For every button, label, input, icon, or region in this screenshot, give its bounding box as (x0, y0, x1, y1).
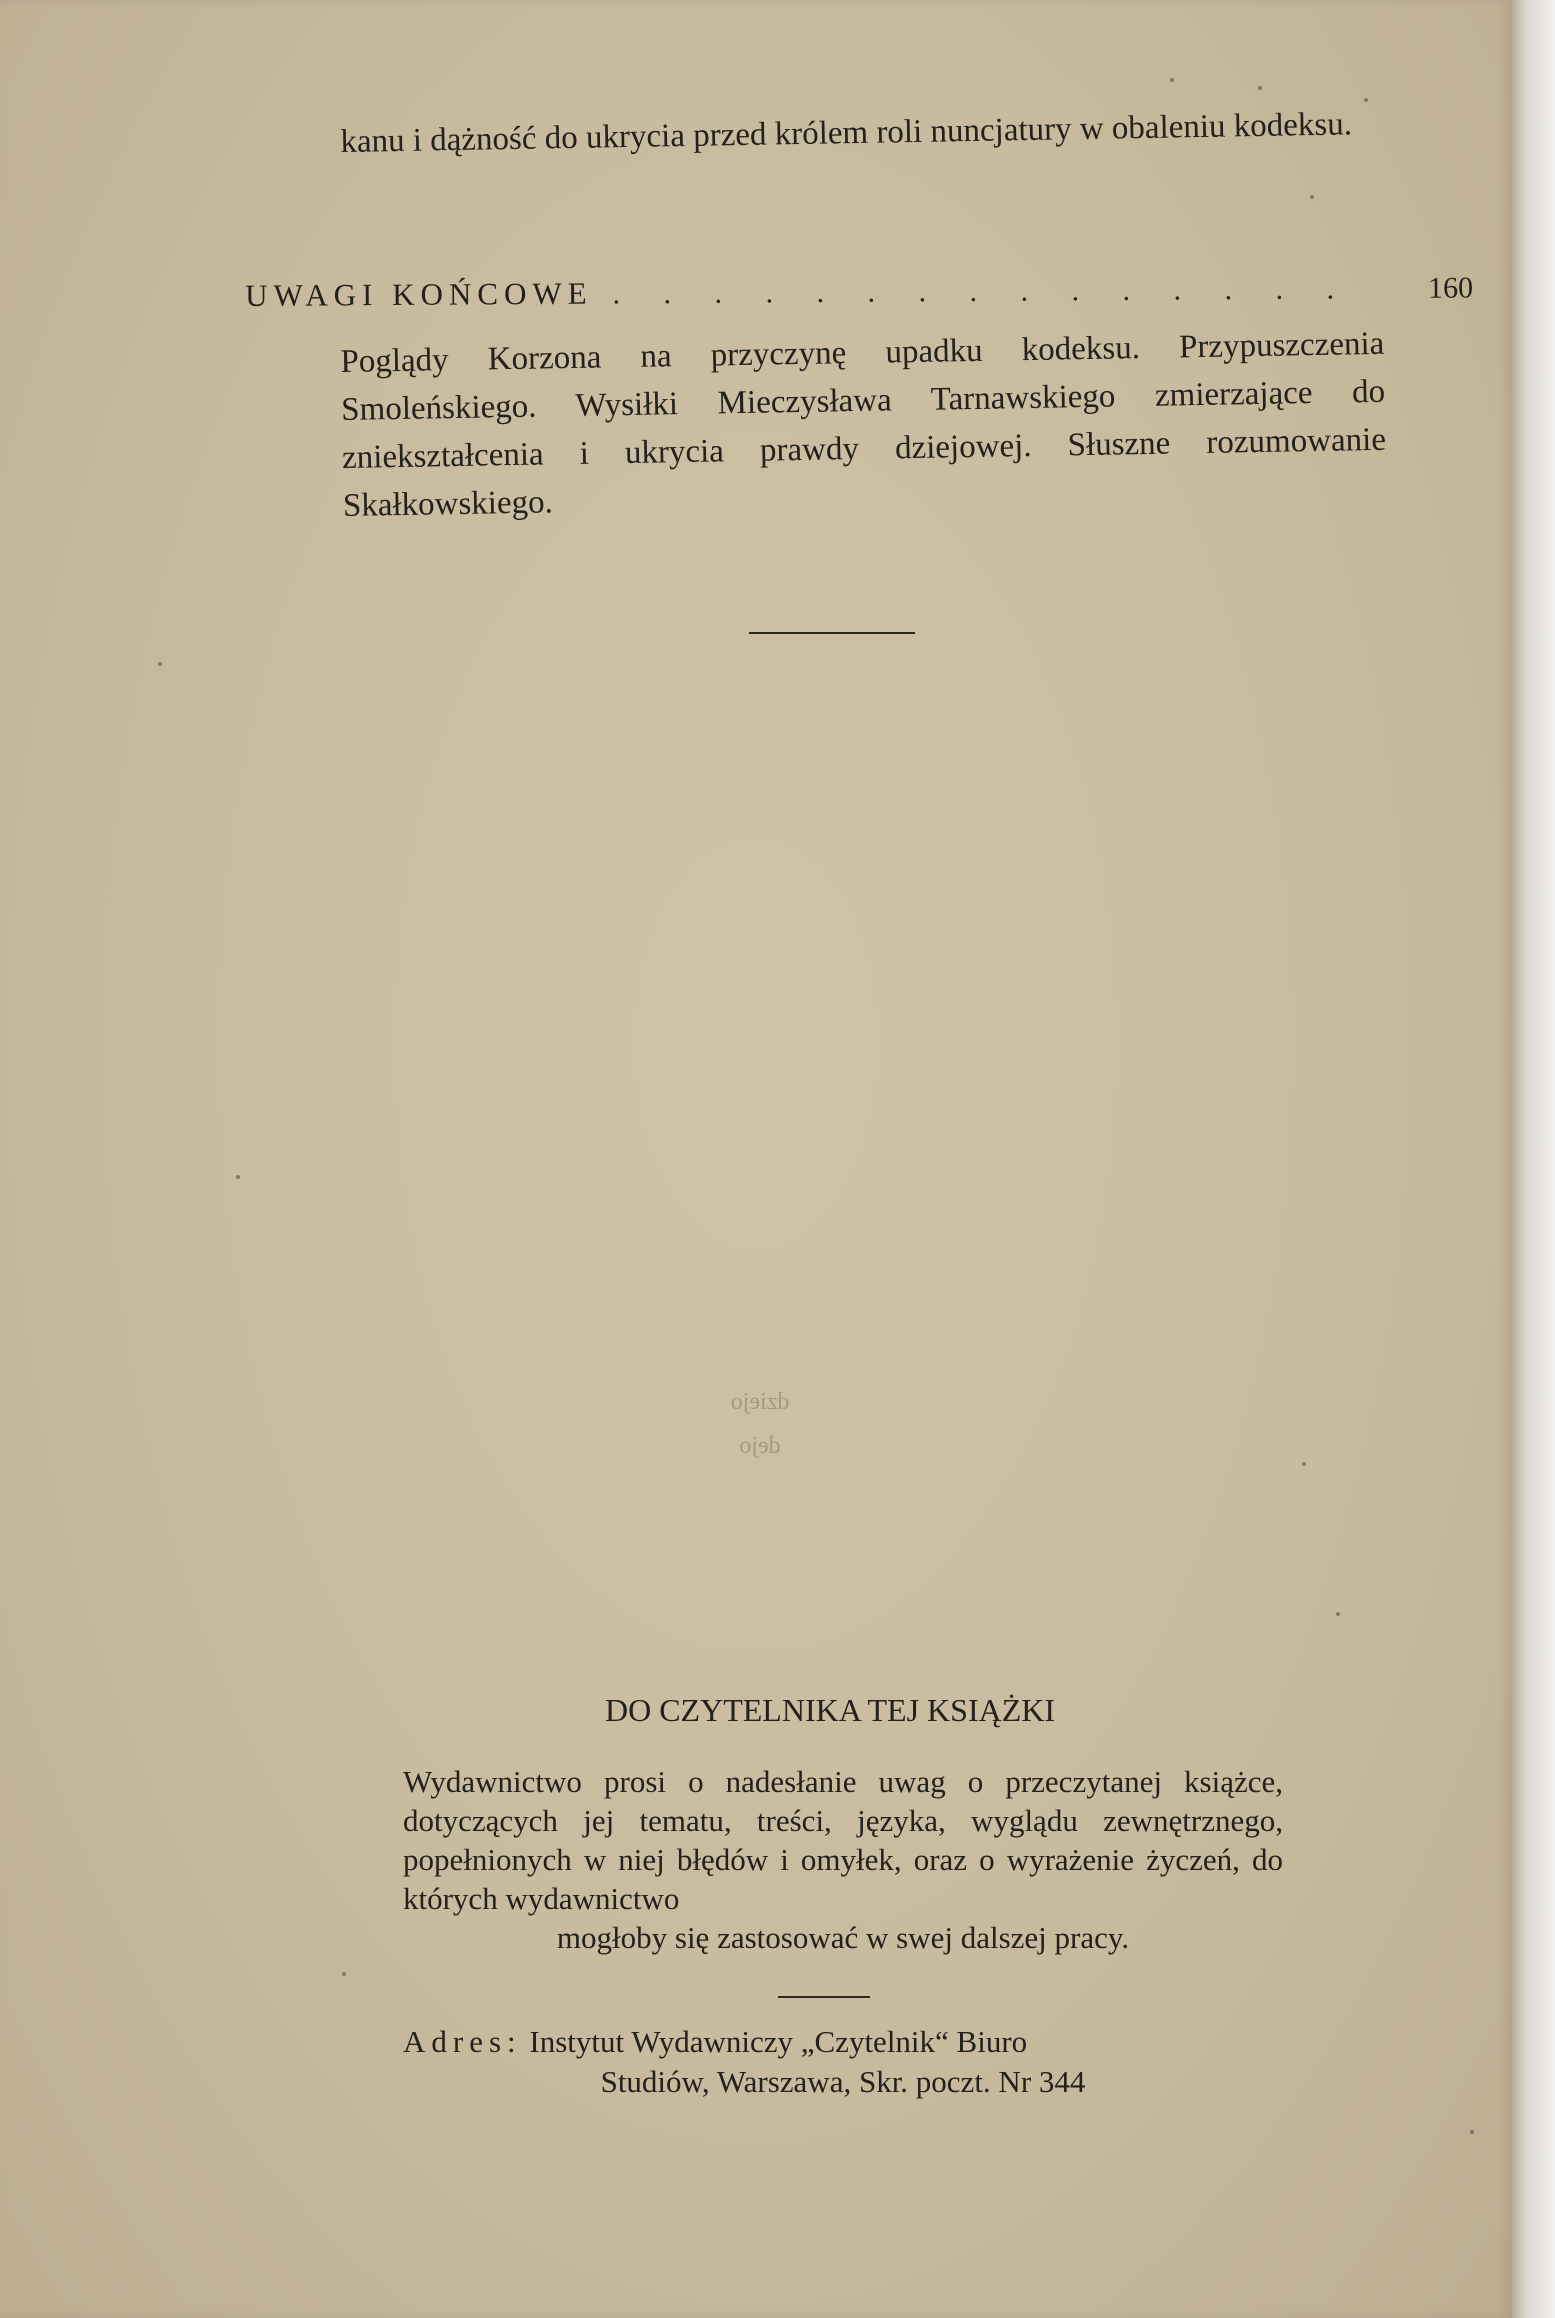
page-edge (1512, 0, 1555, 2318)
address-line-1: Instytut Wydawniczy „Czytelnik“ Biuro (529, 2024, 1028, 2059)
toc-leader-dots: . . . . . . . . . . . . . . . (612, 272, 1353, 311)
toc-heading-row (245, 269, 1473, 324)
paper-speck (1470, 2130, 1474, 2134)
paper-speck (1302, 1462, 1306, 1466)
paper-speck (342, 1972, 346, 1976)
notice-body-text: Wydawnictwo prosi o nadesłanie uwag o przeczytanej książce, dotyczących jej tematu, treści, języka, wyglądu zewnętrznego, popełnionych w niej błędów i omyłek, oraz o wyrażenie życzeń, do których wydawnictwo (403, 1764, 1283, 1916)
toc-entry-continuation: kanu i dążność do ukrycia przed królem roli nuncjatury w obaleniu kodeksu. (340, 106, 1353, 160)
paper-speck (1170, 78, 1174, 82)
notice-title: DO CZYTELNIKA TEJ KSIĄŻKI (604, 1692, 1056, 1728)
toc-heading-title: UWAGI KOŃCOWE (245, 275, 593, 313)
address-label: Adres: (403, 2024, 522, 2059)
notice-body-last-line: mogłoby się zastosować w swej dalszej pracy. (556, 1920, 1130, 1955)
show-through-text (690, 1380, 830, 1468)
publisher-address (403, 2022, 1283, 2102)
toc-entry-summary: Poglądy Korzona na przyczynę upadku kodeksu. Przypuszczenia Smoleńskiego. Wysiłki Mieczysława Tarnawskiego zmierzające do zniekształcenia i ukrycia prawdy dziejowej. Słuszne rozumowanie Skałkowskiego. (340, 325, 1387, 524)
paper-speck (158, 662, 162, 666)
notice-body (403, 1762, 1283, 1957)
section-divider (749, 632, 915, 634)
paper-speck (236, 1175, 240, 1179)
address-line-2: Studiów, Warszawa, Skr. poczt. Nr 344 (600, 2064, 1086, 2099)
show-through-line: dejo (739, 1433, 781, 1459)
paper-speck (1310, 195, 1314, 199)
paper-speck (1336, 1612, 1340, 1616)
paper-speck (1364, 98, 1368, 102)
toc-page-number: 160 (1427, 271, 1474, 305)
paper-speck (1258, 86, 1262, 90)
show-through-line: dziejo (730, 1389, 790, 1415)
notice-divider (778, 1996, 870, 1998)
